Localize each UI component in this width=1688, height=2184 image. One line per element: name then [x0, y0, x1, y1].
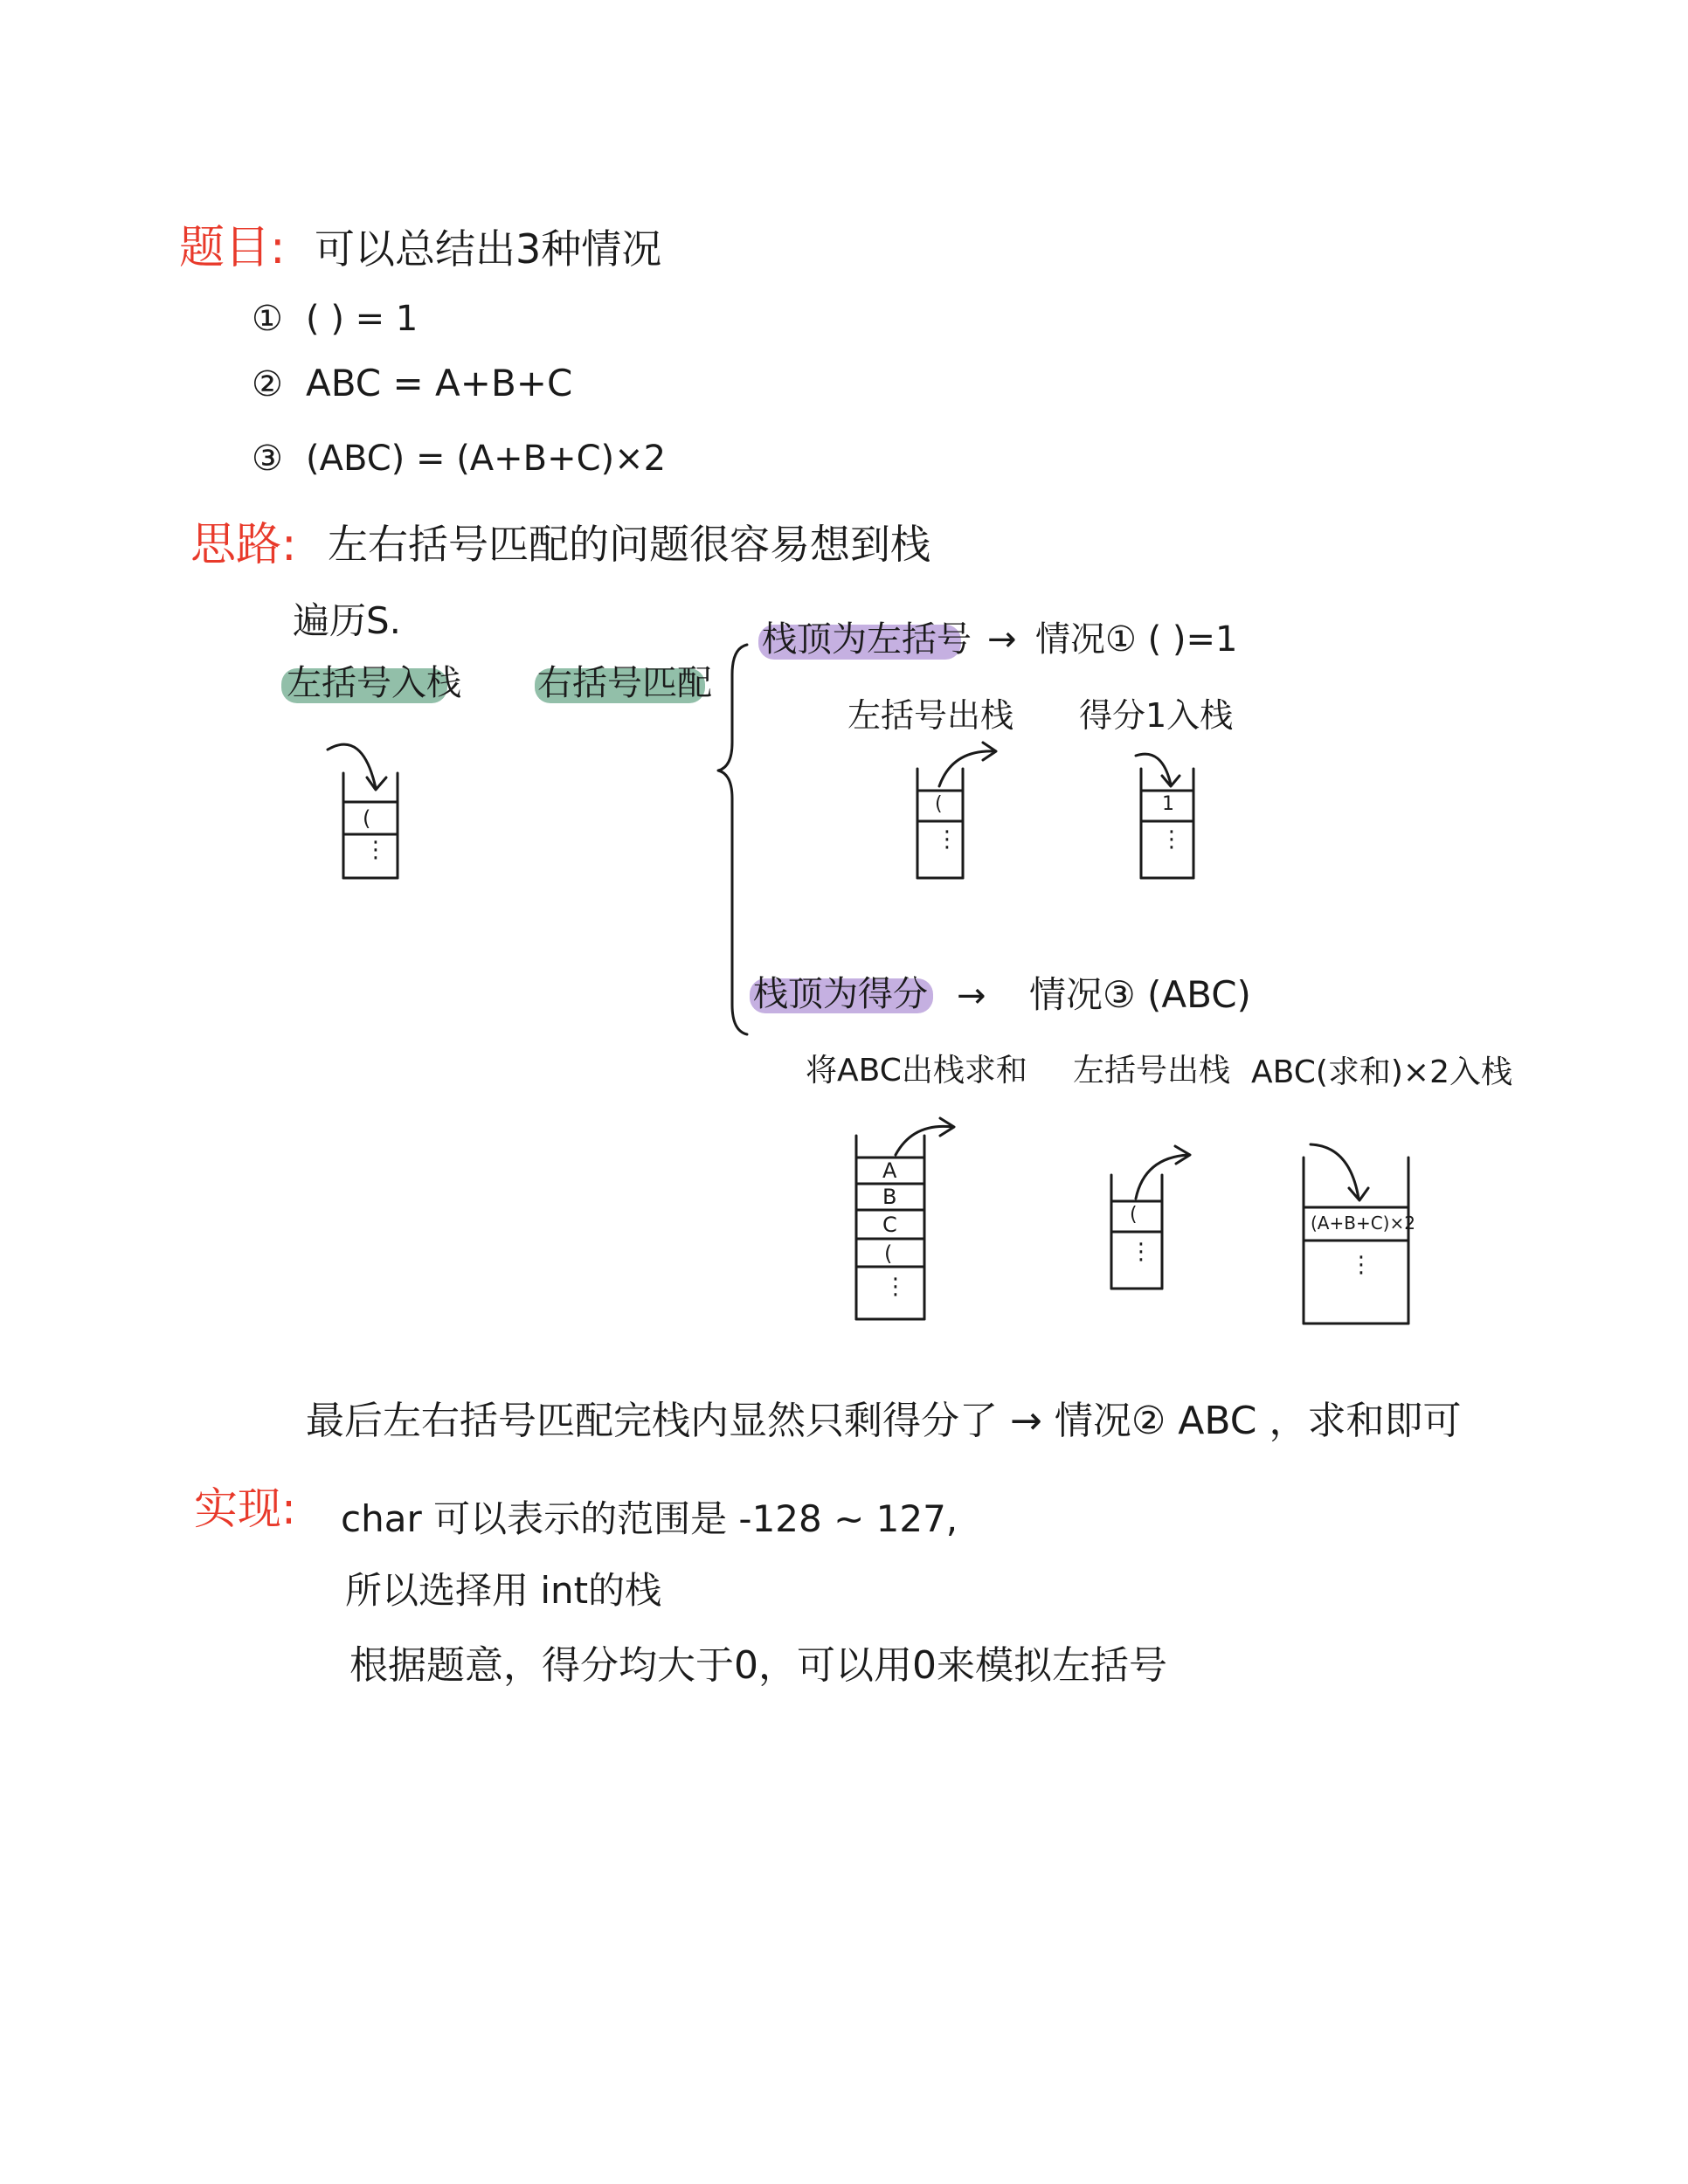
branch-top-left-arrow: → — [987, 619, 1017, 660]
title-label: 题目: — [179, 222, 286, 274]
right-match-label: 右括号匹配 — [537, 663, 712, 703]
stack-pop-left-arrow — [939, 743, 996, 786]
idea-label: 思路: — [190, 519, 297, 571]
stack-pop-left-cell: ( — [935, 793, 943, 815]
title-summary: 可以总结出3种情况 — [315, 225, 662, 273]
stack-abc-cell-c: C — [882, 1213, 897, 1237]
idea-text: 左右括号匹配的问题很容易想到栈 — [328, 521, 930, 568]
stack-pop-left-2-dots: ⋮ — [1130, 1239, 1152, 1265]
stack-pop-left-dots: ⋮ — [936, 826, 958, 853]
traverse-label: 遍历S. — [293, 599, 402, 642]
impl-line-1: char 可以表示的范围是 -128 ~ 127, — [341, 1497, 958, 1540]
branch-top-score-step3: ABC(求和)×2入栈 — [1251, 1054, 1512, 1090]
impl-label: 实现: — [194, 1483, 296, 1534]
case-1-number: ① — [252, 299, 283, 339]
impl-line-2: 所以选择用 int的栈 — [345, 1569, 662, 1612]
stack-push-one — [1136, 754, 1193, 878]
case-3-text: (ABC) = (A+B+C)×2 — [306, 439, 667, 479]
branch-brace — [718, 645, 747, 1034]
branch-top-score-step1: 将ABC出栈求和 — [806, 1053, 1027, 1089]
impl-line-3: 根据题意，得分均大于0，可以用0来模拟左括号 — [349, 1643, 1167, 1688]
branch-top-left-step2: 得分1入栈 — [1079, 696, 1234, 735]
stack-push-left-arrow — [328, 744, 386, 790]
stack-abc-dots: ⋮ — [884, 1274, 907, 1300]
stack-pop-left-2-cell: ( — [1130, 1204, 1138, 1226]
stack-pop-left — [917, 743, 996, 878]
branch-top-score-tag: 栈顶为得分 — [753, 974, 928, 1014]
case-1-text: ( ) = 1 — [306, 299, 419, 339]
branch-top-score-result: 情况③ (ABC) — [1029, 973, 1251, 1016]
stack-push-result-dots: ⋮ — [1350, 1252, 1373, 1278]
case-2-number: ② — [252, 364, 283, 404]
case-3-number: ③ — [252, 439, 283, 479]
stack-pop-left-2 — [1111, 1146, 1190, 1289]
stack-abc-cell-paren: ( — [884, 1241, 893, 1266]
stack-push-left-dots: ⋮ — [364, 837, 387, 863]
stack-push-result — [1304, 1144, 1408, 1324]
stack-push-result-cell: (A+B+C)×2 — [1311, 1213, 1415, 1234]
stack-abc-cell-a: A — [882, 1158, 897, 1183]
stack-push-result-arrow — [1311, 1144, 1368, 1200]
stack-abc-cell-b: B — [882, 1185, 897, 1209]
conclusion-text: 最后左右括号匹配完栈内显然只剩得分了 → 情况② ABC ，求和即可 — [306, 1399, 1462, 1443]
branch-top-left-step1: 左括号出栈 — [847, 696, 1014, 735]
branch-top-left-tag: 栈顶为左括号 — [762, 619, 972, 660]
branch-top-left-result: 情况① ( )=1 — [1035, 619, 1238, 660]
stack-push-one-cell: 1 — [1162, 793, 1174, 815]
stack-push-left-cell: ( — [363, 806, 371, 831]
branch-top-score-step2: 左括号出栈 — [1073, 1053, 1231, 1089]
branch-top-score-arrow: → — [957, 976, 986, 1016]
left-push-label: 左括号入栈 — [287, 663, 461, 703]
stack-push-one-dots: ⋮ — [1160, 826, 1183, 853]
case-2-text: ABC = A+B+C — [306, 362, 573, 404]
